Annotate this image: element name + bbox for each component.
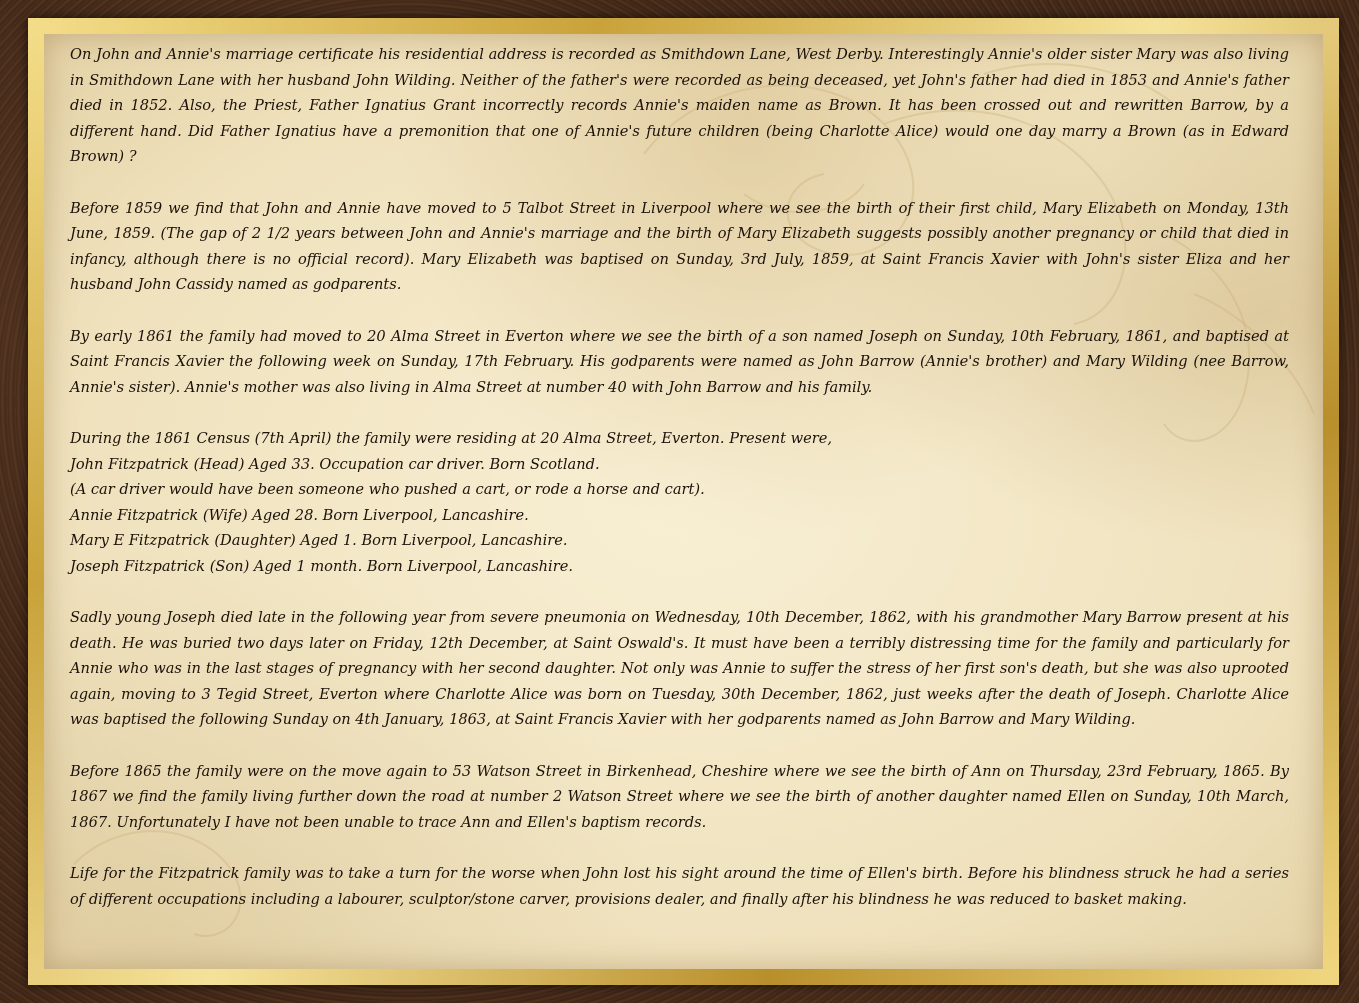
census-entry-mary: Mary E Fitzpatrick (Daughter) Aged 1. Born Liverpool, Lancashire.: [70, 532, 568, 550]
paragraph-birkenhead: Before 1865 the family were on the move again to 53 Watson Street in Birkenhead, Cheshire where we see the birth of Ann on Thursday, 23rd February, 1865. By 1867 we find the family living further down the road at number 2 Watson Street where we see the birth of another daughter named Ellen on Sunday, 10th March, 1867. Unfortunately I have not been unable to trace Ann and Ellen's baptism records.: [70, 762, 1289, 831]
paragraph-blindness: Life for the Fitzpatrick family was to take a turn for the worse when John lost his sight around the time of Ellen's birth. Before his blindness struck he had a series of different occupations including a labourer, sculptor/stone carver, provisions dealer, and finally after his blindness he was reduced to basket making.: [70, 865, 1289, 908]
paragraph-joseph-birth: By early 1861 the family had moved to 20 Alma Street in Everton where we see the birth of a son named Joseph on Sunday, 10th February, 1861, and baptised at Saint Francis Xavier the following week on Sunday, 17th February. His godparents were named as John Barrow (Annie's brother) and Mary Wilding (nee Barrow, Annie's sister). Annie's mother was also living in Alma Street at number 40 with John Barrow and his family.: [70, 327, 1289, 396]
census-entry-john: John Fitzpatrick (Head) Aged 33. Occupation car driver. Born Scotland.: [70, 455, 600, 473]
paragraph-first-child: Before 1859 we find that John and Annie have moved to 5 Talbot Street in Liverpool where we see the birth of their first child, Mary Elizabeth on Monday, 13th June, 1859. (The gap of 2 1/2 years between John and Annie's marriage and the birth of Mary Elizabeth suggests possibly another pregnancy or child that died in infancy, although there is no official record). Mary Elizabeth was baptised on Sunday, 3rd July, 1859, at Saint Francis Xavier with John's sister Eliza and her husband John Cassidy named as godparents.: [70, 199, 1289, 294]
document-body: [70, 42, 1289, 938]
census-entry-annie: Annie Fitzpatrick (Wife) Aged 28. Born Liverpool, Lancashire.: [70, 506, 529, 524]
census-entry-joseph: Joseph Fitzpatrick (Son) Aged 1 month. Born Liverpool, Lancashire.: [70, 557, 573, 575]
census-block: [70, 426, 1289, 580]
census-intro: During the 1861 Census (7th April) the family were residing at 20 Alma Street, Everton. Present were,: [70, 429, 833, 447]
parchment-page: [44, 34, 1323, 969]
paragraph-joseph-death: Sadly young Joseph died late in the following year from severe pneumonia on Wednesday, 10th December, 1862, with his grandmother Mary Barrow present at his death. He was buried two days later on Friday, 12th December, at Saint Oswald's. It must have been a terribly distressing time for the family and particularly for Annie who was in the last stages of pregnancy with her second daughter. Not only was Annie to suffer the stress of her first son's death, but she was also uprooted again, moving to 3 Tegid Street, Everton where Charlotte Alice was born on Tuesday, 30th December, 1862, just weeks after the death of Joseph. Charlotte Alice was baptised the following Sunday on 4th January, 1863, at Saint Francis Xavier with her godparents named as John Barrow and Mary Wilding.: [70, 609, 1289, 729]
census-note: (A car driver would have been someone who pushed a cart, or rode a horse and cart).: [70, 481, 705, 499]
paragraph-marriage: On John and Annie's marriage certificate his residential address is recorded as Smithdown Lane, West Derby. Interestingly Annie's older sister Mary was also living in Smithdown Lane with her husband John Wilding. Neither of the father's were recorded as being deceased, yet John's father had died in 1853 and Annie's father died in 1852. Also, the Priest, Father Ignatius Grant incorrectly records Annie's maiden name as Brown. It has been crossed out and rewritten Barrow, by a different hand. Did Father Ignatius have a premonition that one of Annie's future children (being Charlotte Alice) would one day marry a Brown (as in Edward Brown) ?: [70, 46, 1289, 166]
